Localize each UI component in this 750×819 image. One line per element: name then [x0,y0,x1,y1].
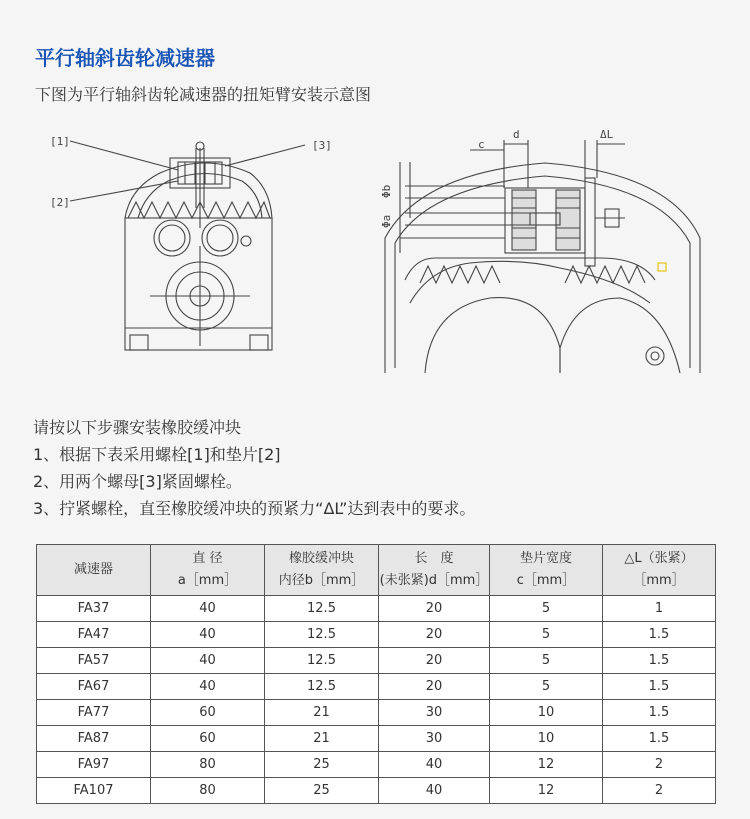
label-2: [2] [50,196,70,209]
cell: 5 [490,674,603,700]
cell: 5 [490,596,603,622]
cell: 1.5 [603,674,716,700]
page-subtitle: 下图为平行轴斜齿轮减速器的扭矩臂安装示意图 [35,85,372,104]
cell: 25 [265,752,379,778]
cell: 12.5 [265,648,379,674]
header-washer-width: 垫片宽度 c［mm］ [490,545,603,596]
cell: 12 [490,778,603,804]
table-row [37,726,716,752]
cell: 2 [603,752,716,778]
torque-arm-detail-view [385,140,700,373]
table-row [37,596,716,622]
cell: 80 [151,778,265,804]
cell: 5 [490,648,603,674]
step-2: 2、用两个螺母[3]紧固螺栓。 [33,472,242,491]
label-b: Φb [380,184,393,198]
header-reducer: 减速器 [37,545,151,596]
cell: 20 [379,622,490,648]
cell: FA67 [37,674,151,700]
cell: 2 [603,778,716,804]
cell: 30 [379,700,490,726]
cell: 60 [151,726,265,752]
cell: FA47 [37,622,151,648]
cell: 12.5 [265,622,379,648]
cell: FA37 [37,596,151,622]
label-d: d [513,128,520,141]
steps-intro: 请按以下步骤安装橡胶缓冲块 [33,418,242,437]
cell: 12.5 [265,674,379,700]
cell: 21 [265,700,379,726]
cell: 1.5 [603,726,716,752]
cell: 20 [379,674,490,700]
spec-table [36,544,716,804]
cell: FA97 [37,752,151,778]
page-title: 平行轴斜齿轮减速器 [35,46,215,70]
cell: 1.5 [603,622,716,648]
cell: 12 [490,752,603,778]
table-row [37,752,716,778]
header-diameter: 直 径 a［mm］ [151,545,265,596]
table-row [37,700,716,726]
cell: 40 [151,596,265,622]
table-row [37,648,716,674]
label-c: c [478,138,485,151]
reducer-front-view [70,141,305,350]
cell: 1.5 [603,648,716,674]
cell: 60 [151,700,265,726]
table-row [37,778,716,804]
cell: 10 [490,700,603,726]
cell: FA107 [37,778,151,804]
cell: 40 [151,648,265,674]
cell: FA87 [37,726,151,752]
cell: 80 [151,752,265,778]
torque-arm-diagram [0,118,750,398]
table-row [37,674,716,700]
cell: 21 [265,726,379,752]
cell: 1.5 [603,700,716,726]
header-delta-l: △L（张紧） ［mm］ [603,545,716,596]
cell: FA57 [37,648,151,674]
cell: 40 [151,622,265,648]
cell: 40 [151,674,265,700]
cell: 1 [603,596,716,622]
cell: 40 [379,778,490,804]
label-a: Φa [380,214,393,228]
cell: 20 [379,648,490,674]
cell: 25 [265,778,379,804]
label-3: [3] [312,139,332,152]
label-1: [1] [50,135,70,148]
header-length: 长 度 (未张紧)d［mm］ [379,545,490,596]
label-delta-l: ΔL [600,128,614,141]
table-header-row [37,545,716,596]
table-row [37,622,716,648]
cell: 30 [379,726,490,752]
cell: FA77 [37,700,151,726]
cell: 20 [379,596,490,622]
cell: 10 [490,726,603,752]
cell: 5 [490,622,603,648]
installation-steps [33,414,475,522]
step-1: 1、根据下表采用螺栓[1]和垫片[2] [33,445,281,464]
cell: 12.5 [265,596,379,622]
step-3: 3、拧紧螺栓，直至橡胶缓冲块的预紧力“ΔL”达到表中的要求。 [33,499,476,518]
header-bore: 橡胶缓冲块 内径b［mm］ [265,545,379,596]
cell: 40 [379,752,490,778]
